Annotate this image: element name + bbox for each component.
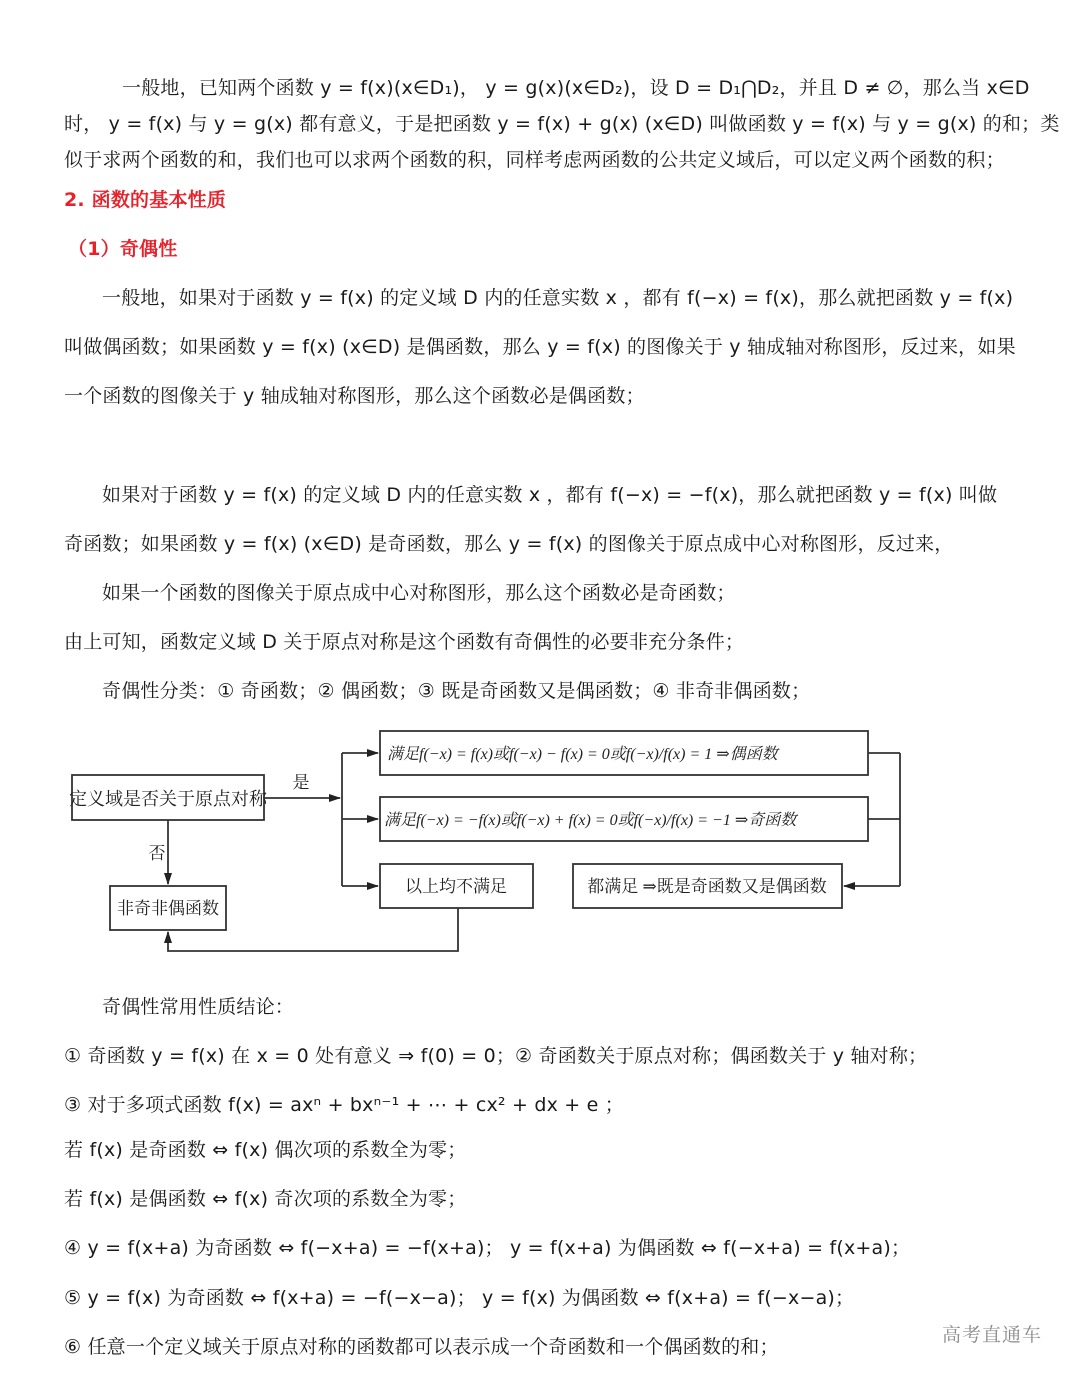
necessary-condition: 由上可知，函数定义域 D 关于原点对称是这个函数有奇偶性的必要非充分条件； (64, 631, 745, 653)
start-box-label: 定义域是否关于原点对称 (69, 789, 267, 809)
intro-line-2: 时， y = f(x) 与 y = g(x) 都有意义，于是把函数 y = f(x) + g(x) (x∈D) 叫做函数 y = f(x) 与 y = g(x) 的和；类 (64, 113, 1060, 135)
even-line-1: 一般地，如果对于函数 y = f(x) 的定义域 D 内的任意实数 x ，都有 f(−x) = f(x)，那么就把函数 y = f(x) (102, 287, 1014, 309)
watermark: 高考直通车 (942, 1324, 1043, 1346)
odd-line-2: 奇函数；如果函数 y = f(x) (x∈D) 是奇函数，那么 y = f(x) 的图像关于原点成中心对称图形，反过来， (64, 533, 954, 555)
parity-flowchart (0, 720, 1080, 970)
property-3: ③ 对于多项式函数 f(x) = axⁿ + bxⁿ⁻¹ + ⋯ + cx² + dx + e ； (64, 1094, 624, 1116)
property-3-odd: 若 f(x) 是奇函数 ⇔ f(x) 偶次项的系数全为零； (64, 1139, 467, 1161)
result-box-label: 非奇非偶函数 (117, 899, 219, 918)
even-line-3: 一个函数的图像关于 y 轴成轴对称图形，那么这个函数必是偶函数； (64, 385, 645, 407)
both-box-label: 都满足 ⇒既是奇函数又是偶函数 (587, 877, 827, 896)
section-subheading: （1）奇偶性 (68, 238, 178, 260)
property-1-2: ① 奇函数 y = f(x) 在 x = 0 处有意义 ⇒ f(0) = 0；② 奇函数关于原点对称；偶函数关于 y 轴对称； (64, 1045, 928, 1067)
intro-line-3: 似于求两个函数的和，我们也可以求两个函数的积，同样考虑两函数的公共定义域后，可以定义两个函数的积； (64, 149, 1005, 171)
even-line-2: 叫做偶函数；如果函数 y = f(x) (x∈D) 是偶函数，那么 y = f(x) 的图像关于 y 轴成轴对称图形，反过来，如果 (64, 336, 1016, 358)
property-3-even: 若 f(x) 是偶函数 ⇔ f(x) 奇次项的系数全为零； (64, 1188, 467, 1210)
property-6: ⑥ 任意一个定义域关于原点对称的函数都可以表示成一个奇函数和一个偶函数的和； (64, 1336, 779, 1358)
property-4: ④ y = f(x+a) 为奇函数 ⇔ f(−x+a) = −f(x+a)； y = f(x+a) 为偶函数 ⇔ f(−x+a) = f(x+a)； (64, 1237, 911, 1259)
classification: 奇偶性分类：① 奇函数；② 偶函数；③ 既是奇函数又是偶函数；④ 非奇非偶函数； (102, 680, 811, 702)
property-5: ⑤ y = f(x) 为奇函数 ⇔ f(x+a) = −f(−x−a)； y = f(x) 为偶函数 ⇔ f(x+a) = f(−x−a)； (64, 1287, 855, 1309)
odd-line-3: 如果一个函数的图像关于原点成中心对称图形，那么这个函数必是奇函数； (102, 582, 736, 604)
intro-line-1: 一般地，已知两个函数 y = f(x)(x∈D₁)， y = g(x)(x∈D₂)，设 D = D₁⋂D₂，并且 D ≠ ∅，那么当 x∈D (122, 77, 1030, 99)
odd-line-1: 如果对于函数 y = f(x) 的定义域 D 内的任意实数 x ，都有 f(−x) = −f(x)，那么就把函数 y = f(x) 叫做 (102, 484, 998, 506)
neither-box-label: 以上均不满足 (405, 877, 507, 896)
properties-title: 奇偶性常用性质结论： (102, 996, 295, 1018)
yes-label: 是 (292, 773, 310, 792)
odd-box-label: 满足f(−x) = −f(x)或f(−x) + f(x) = 0或f(−x)/f(x) = −1 ⇒奇函数 (384, 812, 797, 829)
even-box-label: 满足f(−x) = f(x)或f(−x) − f(x) = 0或f(−x)/f(x) = 1 ⇒偶函数 (387, 746, 778, 763)
no-label: 否 (148, 844, 166, 863)
section-heading: 2. 函数的基本性质 (64, 189, 227, 211)
